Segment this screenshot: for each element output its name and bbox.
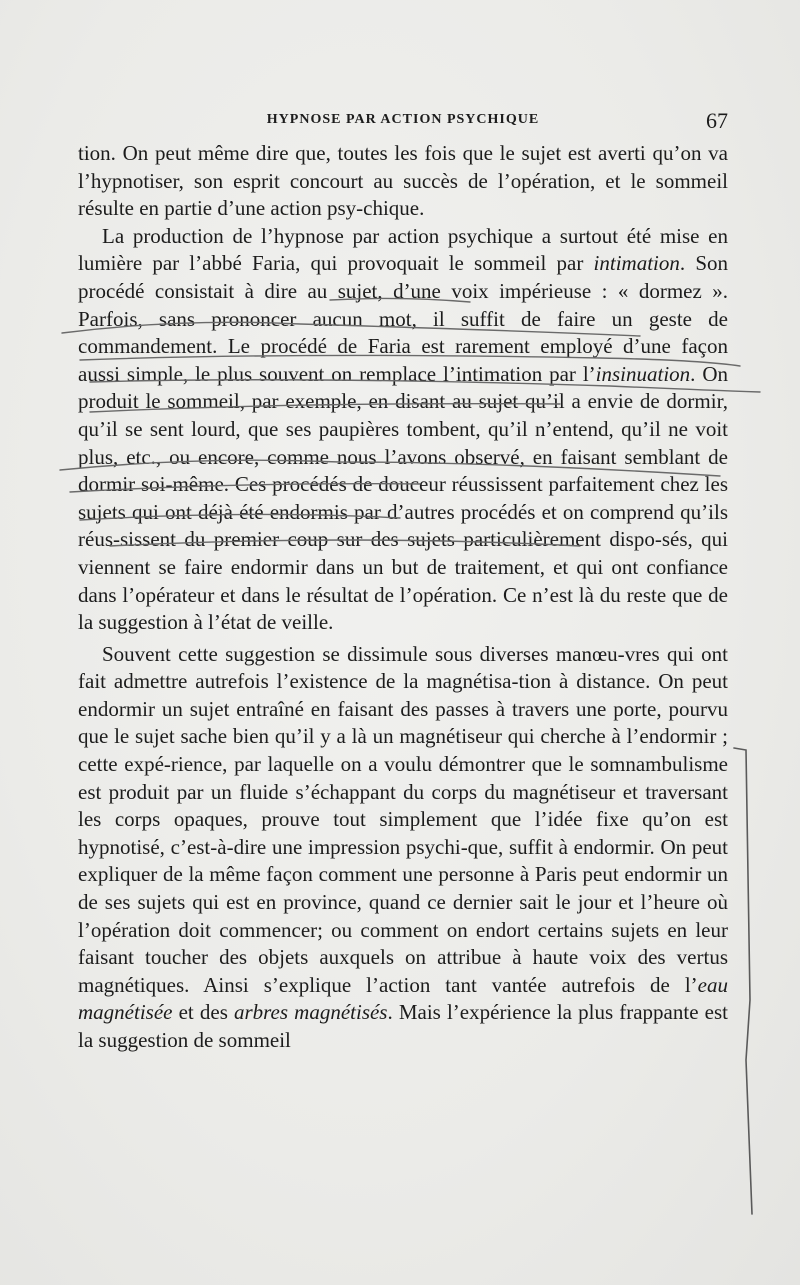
italic-term: arbres magnétisés [233, 1000, 388, 1025]
italic-term: eau magnétisée [78, 972, 728, 1025]
paragraph-1 [78, 140, 728, 223]
running-title: HYPNOSE PAR ACTION PSYCHIQUE [266, 112, 540, 127]
text-run: et des [172, 1000, 234, 1025]
text-run: tion. On peut même dire que, toutes les fois que le sujet est averti qu’on va l’hypnotiser, son esprit concourt au succès de l’opération, et le sommeil résulte en partie d’une action psy-chique. [78, 141, 728, 221]
body-text [78, 140, 728, 1055]
paragraph-3 [78, 641, 728, 1055]
page-header [78, 108, 728, 138]
italic-term: insinuation [595, 361, 691, 386]
text-run: . Mais l’expérience la plus frappante est la suggestion de sommeil [78, 1000, 728, 1052]
page-number: 67 [706, 108, 728, 133]
paragraph-2 [78, 223, 728, 637]
margin-bracket [734, 748, 752, 1214]
text-run: Souvent cette suggestion se dissimule sous diverses manœu-vres qui ont fait admettre autrefois l’existence de la magnétisa-tion à distance. On peut endormir un sujet entraîné en faisant des passes à travers une porte, pourvu que le sujet sache bien qu’il y a là un magnétiseur qui cherche à l’endormir ; cette expé-rience, par laquelle on a voulu démontrer que le somnambulisme est produit par un fluide s’échappant du corps du magnétiseur et traversant les corps opaques, prouve tout simplement que l’idée fixe qu’on est hypnotisé, c’est-à-dire une impression psychi-que, suffit à endormir. On peut expliquer de la même façon comment une personne à Paris peut endormir un de ses sujets qui est en province, quand ce dernier sait le jour et l’heure où l’opération doit commencer; ou comment on endort certains sujets en leur faisant toucher des objets auxquels on attribue à haute voix des vertus magnétiques. Ainsi s’explique l’action tant vantée autrefois de l’ [78, 641, 728, 997]
text-run: . Son procédé consistait à dire au sujet, d’une voix impérieuse : « dormez ». Parfois, sans prononcer aucun mot, il suffit de faire un geste de commandement. Le procédé de Faria est rarement employé d’une façon aussi simple, le plus souvent on remplace l’intimation par l’ [78, 251, 728, 386]
text-run: La production de l’hypnose par action psychique a surtout été mise en lumière par l’abbé Faria, qui provoquait le sommeil par [78, 223, 728, 276]
italic-term: intimation [593, 251, 680, 276]
text-run: . On produit le sommeil, par exemple, en disant au sujet qu’il a envie de dormir, qu’il se sent lourd, que ses paupières tombent, qu’il n’entend, qu’il ne voit plus, etc., ou encore, comme nous l’avons observé, en faisant semblant de dormir soi-même. Ces procédés de douceur réussissent parfaitement chez les sujets qui ont déjà été endormis par d’autres procédés et on comprend qu’ils réus-sissent du premier coup sur des sujets particulièrement dispo-sés, qui viennent se faire endormir dans un but de traitement, et qui ont confiance dans l’opérateur et dans le résultat de l’opération. Ce n’est là du reste que de la suggestion à l’état de veille. [78, 361, 728, 635]
